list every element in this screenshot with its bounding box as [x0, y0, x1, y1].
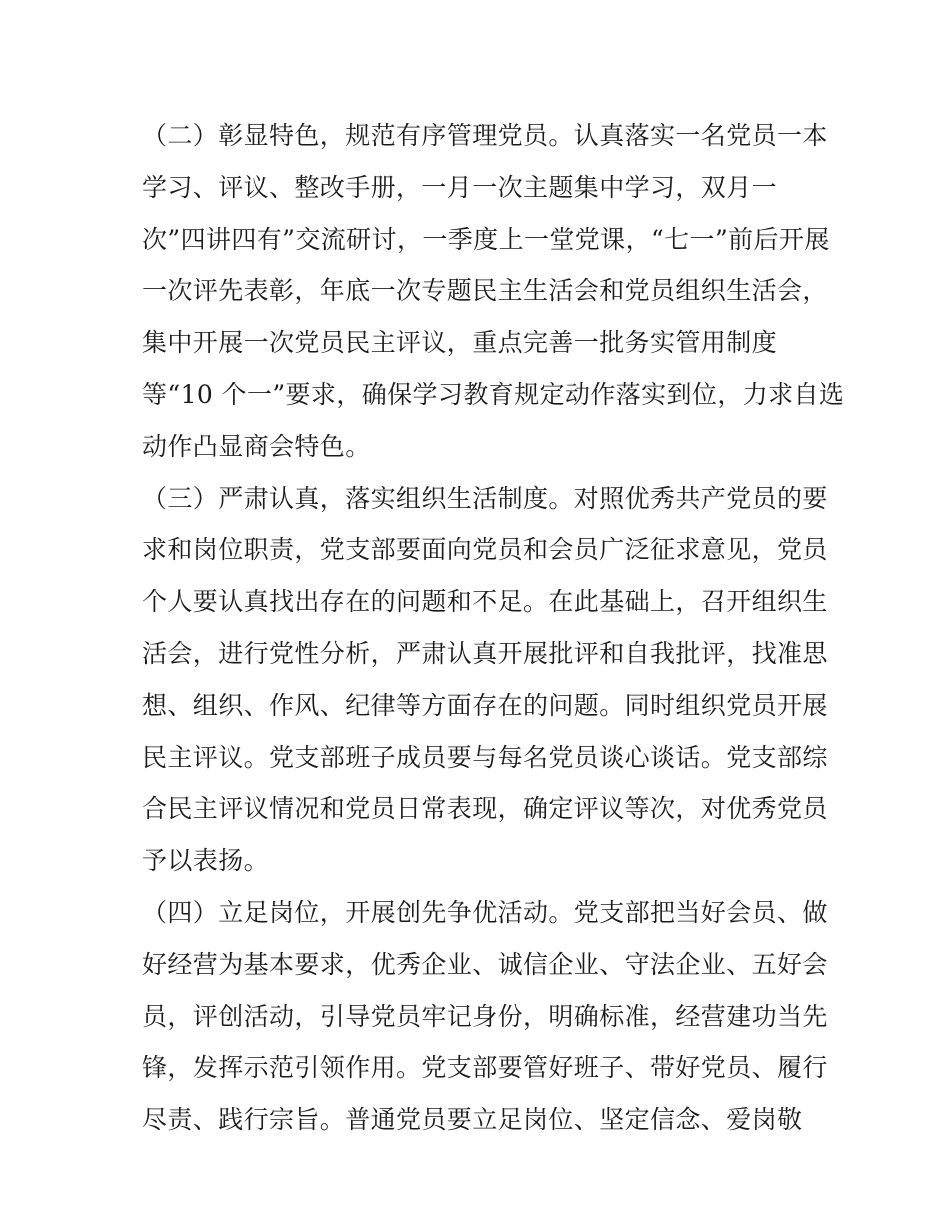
- text-line: 合民主评议情况和党员日常表现，确定评议等次，对优秀党员: [142, 794, 828, 824]
- text-line: 予以表扬。: [142, 846, 270, 876]
- document-body: [142, 110, 845, 1146]
- text-line: 求和岗位职责，党支部要面向党员和会员广泛征求意见，党员: [142, 535, 828, 565]
- text-line: 员，评创活动，引导党员牢记身份，明确标准，经营建功当先: [142, 1001, 828, 1031]
- text-line: 动作凸显商会特色。: [142, 431, 371, 461]
- text-line: 一次评先表彰，年底一次专题民主生活会和党员组织生活会，: [142, 276, 828, 306]
- text-line: （三）严肃认真，落实组织生活制度。对照优秀共产党员的要: [142, 483, 828, 513]
- text-line: （四）立足岗位，开展创先争优活动。党支部把当好会员、做: [142, 897, 828, 927]
- text-line: 等“10 个一”要求，确保学习教育规定动作落实到位，力求自选: [142, 379, 845, 409]
- text-line: 学习、评议、整改手册，一月一次主题集中学习，双月一: [142, 172, 778, 202]
- text-line: （二）彰显特色，规范有序管理党员。认真落实一名党员一本: [142, 121, 828, 150]
- text-line: 尽责、践行宗旨。普通党员要立足岗位、坚定信念、爱岗敬: [142, 1105, 803, 1135]
- text-line: 集中开展一次党员民主评议，重点完善一批务实管用制度: [142, 328, 778, 358]
- text-line: 想、组织、作风、纪律等方面存在的问题。同时组织党员开展: [142, 690, 828, 720]
- text-line: 好经营为基本要求，优秀企业、诚信企业、守法企业、五好会: [142, 949, 828, 979]
- text-line: 个人要认真找出存在的问题和不足。在此基础上，召开组织生: [142, 587, 828, 617]
- text-line: 民主评议。党支部班子成员要与每名党员谈心谈话。党支部综: [142, 742, 828, 772]
- text-line: 次”四讲四有”交流研讨，一季度上一堂党课，“七一”前后开展: [142, 224, 830, 254]
- text-line: 锋，发挥示范引领作用。党支部要管好班子、带好党员、履行: [142, 1053, 828, 1083]
- text-line: 活会，进行党性分析，严肃认真开展批评和自我批评，找准思: [142, 638, 828, 668]
